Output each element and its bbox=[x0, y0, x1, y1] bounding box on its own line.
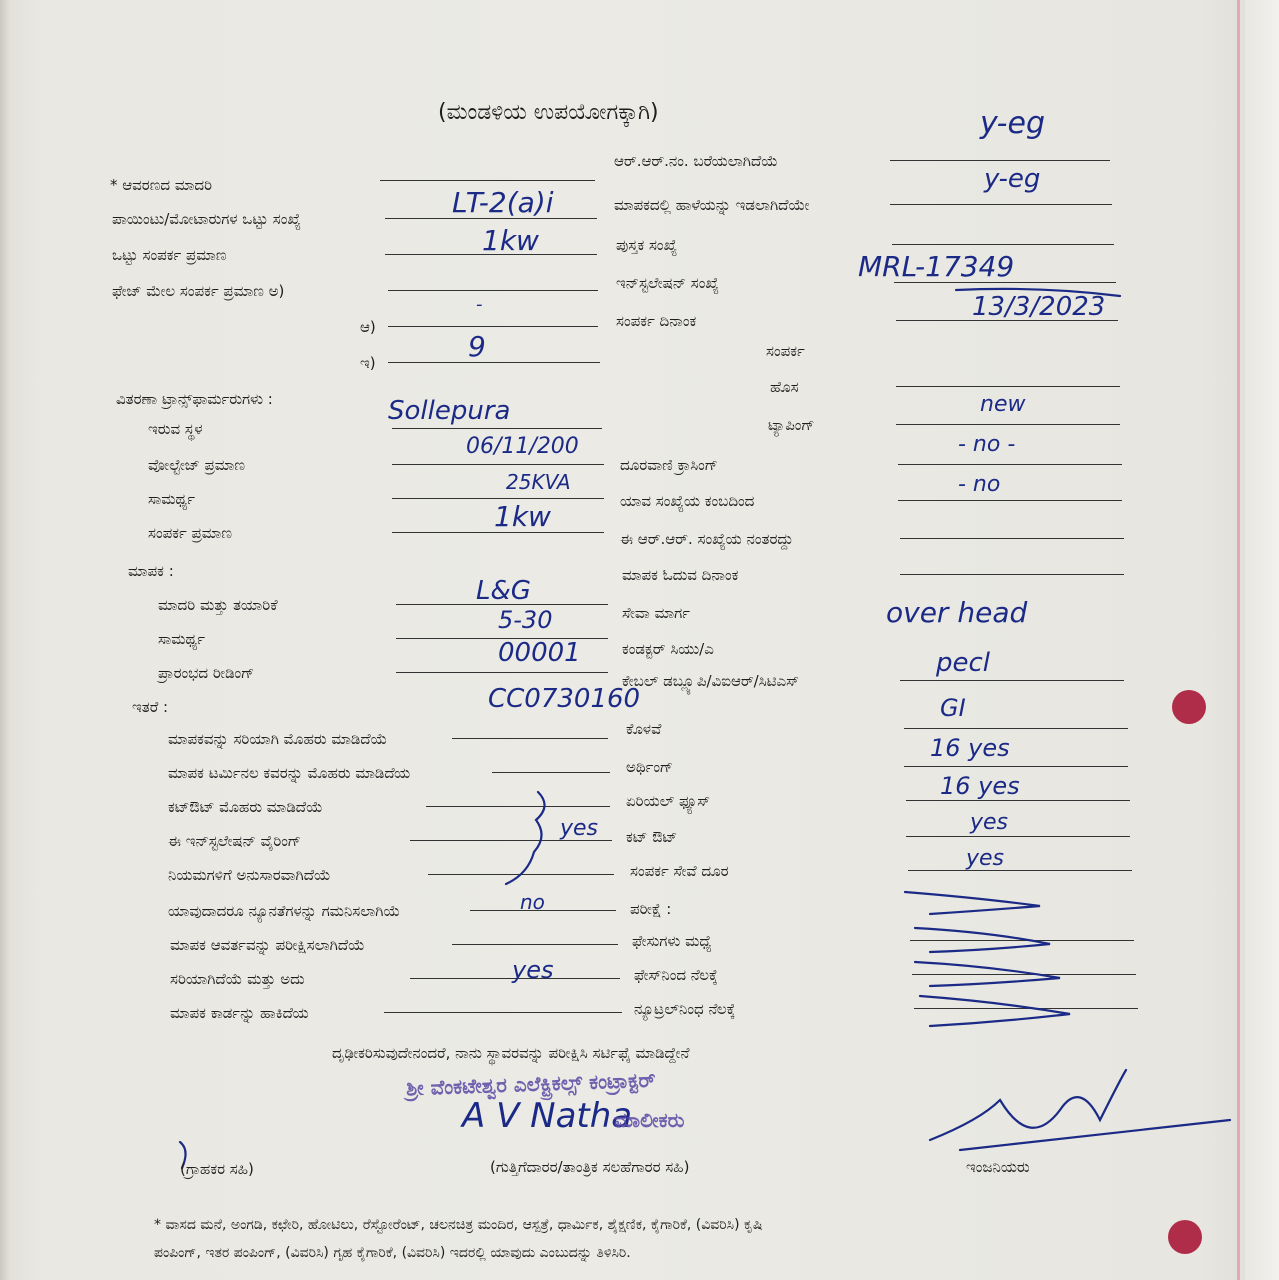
entry-phase-b: - bbox=[476, 294, 483, 315]
stroke-test-1 bbox=[905, 892, 1040, 914]
entry-pole-no: - no bbox=[958, 472, 1001, 497]
entry-meter-serial: CC0730160 bbox=[488, 684, 641, 714]
label-between-phases: ಫೇಸುಗಳು ಮಧ್ಯೆ bbox=[632, 932, 712, 950]
entry-cutout: yes bbox=[970, 810, 1009, 835]
entry-connected-load: 1kw bbox=[494, 500, 551, 533]
footnote-line-2: ಪಂಪಿಂಗ್, ಇತರ ಪಂಪಿಂಗ್, (ವಿವರಿಸಿ) ಗೃಹ ಕೈಗಾರಿಕೆ, (ವಿವರಿಸಿ) ಇದರಲ್ಲಿ ಯಾವುದು ಎಂಬುದನ್ನು ತಿಳಿಸಿರಿ. bbox=[154, 1245, 631, 1261]
entry-pipe: GI bbox=[940, 694, 966, 722]
label-capacity: ಸಾಮರ್ಥ್ಯ bbox=[148, 490, 196, 508]
label-cable: ಕೇಬಲ್ ಡಬ್ಲ್ಯೂಪಿ/ವಿಐಆರ್/ಸಿಟಿಎಸ್ bbox=[622, 672, 799, 690]
label-occupancy: * ಆವರಣದ ಮಾದರಿ bbox=[110, 176, 212, 194]
contractor-signature: A V Natha bbox=[462, 1096, 633, 1136]
engineer-signature-caption: ಇಂಜನಿಯರು bbox=[966, 1158, 1030, 1176]
label-voltage: ವೋಲ್ಟೇಜ್ ಪ್ರಮಾಣ bbox=[148, 456, 245, 474]
label-cutout: ಕಟ್ ಔಟ್ bbox=[626, 828, 678, 846]
label-sampark: ಸಂಪರ್ಕ bbox=[766, 342, 805, 360]
entry-wiring: yes bbox=[560, 816, 599, 841]
stroke-test-2 bbox=[915, 928, 1050, 952]
label-hosa: ಹೊಸ bbox=[770, 378, 799, 396]
customer-signature-caption: (ಗ್ರಾಹಕರ ಸಹಿ) bbox=[180, 1160, 254, 1178]
label-pipe: ಕೊಳವೆ bbox=[626, 720, 662, 738]
entry-service-distance: yes bbox=[966, 846, 1005, 871]
label-defects: ಯಾವುದಾದರೂ ನ್ಯೂನತೆಗಳನ್ನು ಗಮನಿಸಲಾಗಿಯೆ bbox=[168, 902, 401, 920]
label-connected-load: ಸಂಪರ್ಕ ಪ್ರಮಾಣ bbox=[148, 524, 232, 542]
label-as-per-rules: ನಿಯಮಗಳಿಗೆ ಅನುಸಾರವಾಗಿದೆಯೆ bbox=[168, 866, 331, 884]
entry-point-count: LT-2(a)i bbox=[452, 186, 554, 219]
label-wiring: ಈ ಇನ್‌ಸ್ಟಲೇಷನ್ ವೈರಿಂಗ್ bbox=[168, 832, 301, 850]
entry-meter-capacity: 5-30 bbox=[498, 606, 553, 634]
label-tapping: ಟ್ಯಾಪಿಂಗ್ bbox=[768, 416, 815, 434]
label-aerial-fuse: ಏರಿಯಲ್ ಫ್ಯೂಸ್ bbox=[626, 792, 711, 810]
label-phone-crossing: ದೂರವಾಣಿ ಕ್ರಾಸಿಂಗ್ bbox=[620, 456, 718, 474]
label-connection-date: ಸಂಪರ್ಕ ದಿನಾಂಕ bbox=[616, 312, 697, 330]
entry-total-load: 1kw bbox=[482, 224, 539, 257]
label-book-no: ಪುಸ್ತಕ ಸಂಖ್ಯೆ bbox=[616, 236, 678, 254]
entry-initial-reading: 00001 bbox=[498, 638, 581, 668]
label-phase-c: ಇ) bbox=[360, 354, 376, 372]
label-make: ಮಾದರಿ ಮತ್ತು ತಯಾರಿಕೆ bbox=[158, 596, 278, 614]
entry-earthing: 16 yes bbox=[930, 734, 1010, 762]
label-phase-b: ಆ) bbox=[360, 318, 376, 336]
contractor-signature-caption: (ಗುತ್ತಿಗೆದಾರರ/ತಾಂತ್ರಿಕ ಸಲಹೆಗಾರರ ಸಹಿ) bbox=[490, 1158, 690, 1176]
label-meter-card: ಮಾಪಕ ಕಾರ್ಡನ್ನು ಹಾಕಿದೆಯ bbox=[170, 1004, 309, 1022]
label-phase-earth: ಫೇಸ್‌ನಿಂದ ನೆಲಕ್ಕೆ bbox=[634, 966, 718, 984]
form-title: (ಮಂಡಳಿಯ ಉಪಯೋಗಕ್ಕಾಗಿ) bbox=[438, 100, 659, 125]
label-test-head: ಪರೀಕ್ಷೆ : bbox=[630, 900, 672, 918]
entry-defects: no bbox=[520, 890, 545, 914]
entry-correct: yes bbox=[512, 956, 554, 984]
label-location: ಇರುವ ಸ್ಥಳ bbox=[148, 420, 203, 438]
entry-connection-date: 13/3/2023 bbox=[972, 292, 1106, 322]
label-phase-a: ಫೇಜ್ ಮೇಲ ಸಂಪರ್ಕ ಪ್ರಮಾಣ ಅ) bbox=[112, 282, 285, 300]
stroke-test-4 bbox=[920, 996, 1070, 1026]
label-terminal-sealed: ಮಾಪಕ ಟರ್ಮಿನಲ ಕವರನ್ನು ಮೊಹರು ಮಾಡಿದೆಯ bbox=[168, 764, 411, 782]
label-meter-sealed: ಮಾಪಕವನ್ನು ಸರಿಯಾಗಿ ಮೊಹರು ಮಾಡಿದೆಯೆ bbox=[168, 730, 388, 748]
label-rr-written: ಆರ್.ಆರ್.ನಂ. ಬರೆಯಲಾಗಿದೆಯೆ bbox=[614, 152, 778, 170]
entry-service-route: over head bbox=[886, 596, 1028, 629]
entry-phase-c: 9 bbox=[468, 330, 486, 363]
label-meter-capacity: ಸಾಮರ್ಥ್ಯ bbox=[158, 630, 206, 648]
label-service-route: ಸೇವಾ ಮಾರ್ಗ bbox=[622, 604, 691, 622]
label-service-distance: ಸಂಪರ್ಕ ಸೇವೆ ದೂರ bbox=[630, 862, 729, 880]
stroke-wiring-scribble bbox=[506, 792, 545, 884]
label-after-rr: ಈ ಆರ್.ಆರ್. ಸಂಖ್ಯೆಯ ನಂತರದ್ದು bbox=[620, 530, 794, 548]
entry-rr-written: y-eg bbox=[980, 106, 1046, 141]
stroke-engineer-signature bbox=[930, 1070, 1126, 1140]
label-earthing: ಅರ್ಥಿಂಗ್ bbox=[626, 758, 673, 776]
declaration-text: ದೃಢೀಕರಿಸುವುದೇನಂದರೆ, ನಾನು ಸ್ಥಾವರವನ್ನು ಪರೀಕ್ಷಿಸಿ ಸರ್ಟಿಫೈ ಮಾಡಿದ್ದೇನೆ bbox=[332, 1044, 690, 1062]
entry-phone-crossing: - no - bbox=[958, 432, 1016, 457]
contractor-stamp-title: ಮಾಲೀಕರು bbox=[614, 1108, 685, 1132]
entry-meter-board: y-eg bbox=[984, 164, 1041, 194]
entry-voltage: 06/11/200 bbox=[466, 434, 579, 459]
entry-aerial-fuse: 16 yes bbox=[940, 772, 1020, 800]
entry-location: Sollepura bbox=[388, 396, 511, 426]
entry-installation-no: MRL-17349 bbox=[858, 250, 1015, 283]
footnote-line-1: * ವಾಸದ ಮನೆ, ಅಂಗಡಿ, ಕಛೇರಿ, ಹೋಟಿಲು, ರೆಸ್ಟೋರೆಂಟ್, ಚಲನಚಿತ್ರ ಮಂದಿರ, ಆಸ್ಪತ್ರೆ, ಧಾರ್ಮಿಕ, ಶೈಕ್ಷಣಿಕ, ಕೈಗಾರಿಕೆ, (ವಿವರಿಸಿ) ಕೃಷಿ bbox=[154, 1217, 763, 1233]
label-meter-board: ಮಾಪಕದಲ್ಲಿ ಹಾಳೆಯನ್ನು ಇಡಲಾಗಿದೆಯೇ bbox=[614, 196, 810, 214]
entry-capacity: 25KVA bbox=[506, 470, 571, 494]
stroke-engineer-line bbox=[960, 1120, 1230, 1150]
label-reading-date: ಮಾಪಕ ಓದುವ ದಿನಾಂಕ bbox=[622, 566, 739, 584]
label-meter-rotation: ಮಾಪಕ ಆವರ್ತವನ್ನು ಪರೀಕ್ಷಿಸಲಾಗಿದೆಯೆ bbox=[170, 936, 365, 954]
entry-make: L&G bbox=[476, 576, 531, 606]
label-transformers: ವಿತರಣಾ ಟ್ರಾನ್ಸ್‌ಫಾರ್ಮರುಗಳು : bbox=[116, 390, 273, 408]
label-correct-and: ಸರಿಯಾಗಿದೆಯೆ ಮತ್ತು ಅದು bbox=[170, 970, 305, 988]
label-meter-head: ಮಾಪಕ : bbox=[128, 562, 174, 580]
label-cutout-sealed: ಕಟ್‌ಔಟ್ ಮೊಹರು ಮಾಡಿದೆಯೆ bbox=[168, 798, 323, 816]
label-total-load: ಒಟ್ಟು ಸಂಪರ್ಕ ಪ್ರಮಾಣ bbox=[112, 246, 227, 264]
contractor-stamp-name: ಶ್ರೀ ವೆಂಕಟೇಶ್ವರ ಎಲೆಕ್ಟ್ರಿಕಲ್ಸ್ ಕಂಟ್ರಾಕ್ಟರ್ bbox=[405, 1067, 656, 1101]
entry-tapping: new bbox=[980, 392, 1026, 417]
label-installation-no: ಇನ್‌ಸ್ಟಲೇಷನ್ ಸಂಖ್ಯೆ bbox=[616, 274, 720, 292]
stroke-installation-underline bbox=[956, 289, 1120, 296]
label-neutral-earth: ನ್ಯೂಟ್ರಲ್‌ನಿಂಧ ನೆಲಕ್ಕೆ bbox=[634, 1000, 736, 1018]
label-others-head: ಇತರೆ : bbox=[132, 698, 169, 716]
stroke-test-3 bbox=[915, 962, 1060, 986]
entry-cable: pecl bbox=[936, 648, 991, 678]
label-pole-no: ಯಾವ ಸಂಖ್ಯೆಯ ಕಂಬದಿಂದ bbox=[620, 492, 755, 510]
label-initial-reading: ಪ್ರಾರಂಭದ ರೀಡಿಂಗ್ bbox=[158, 664, 255, 682]
label-point-count: ಪಾಯಿಂಟು/ಮೋಟಾರುಗಳ ಒಟ್ಟು ಸಂಖ್ಯೆ bbox=[112, 210, 301, 228]
label-conductor: ಕಂಡಕ್ಟರ್ ಸಿಯು/ಎ bbox=[622, 640, 714, 658]
